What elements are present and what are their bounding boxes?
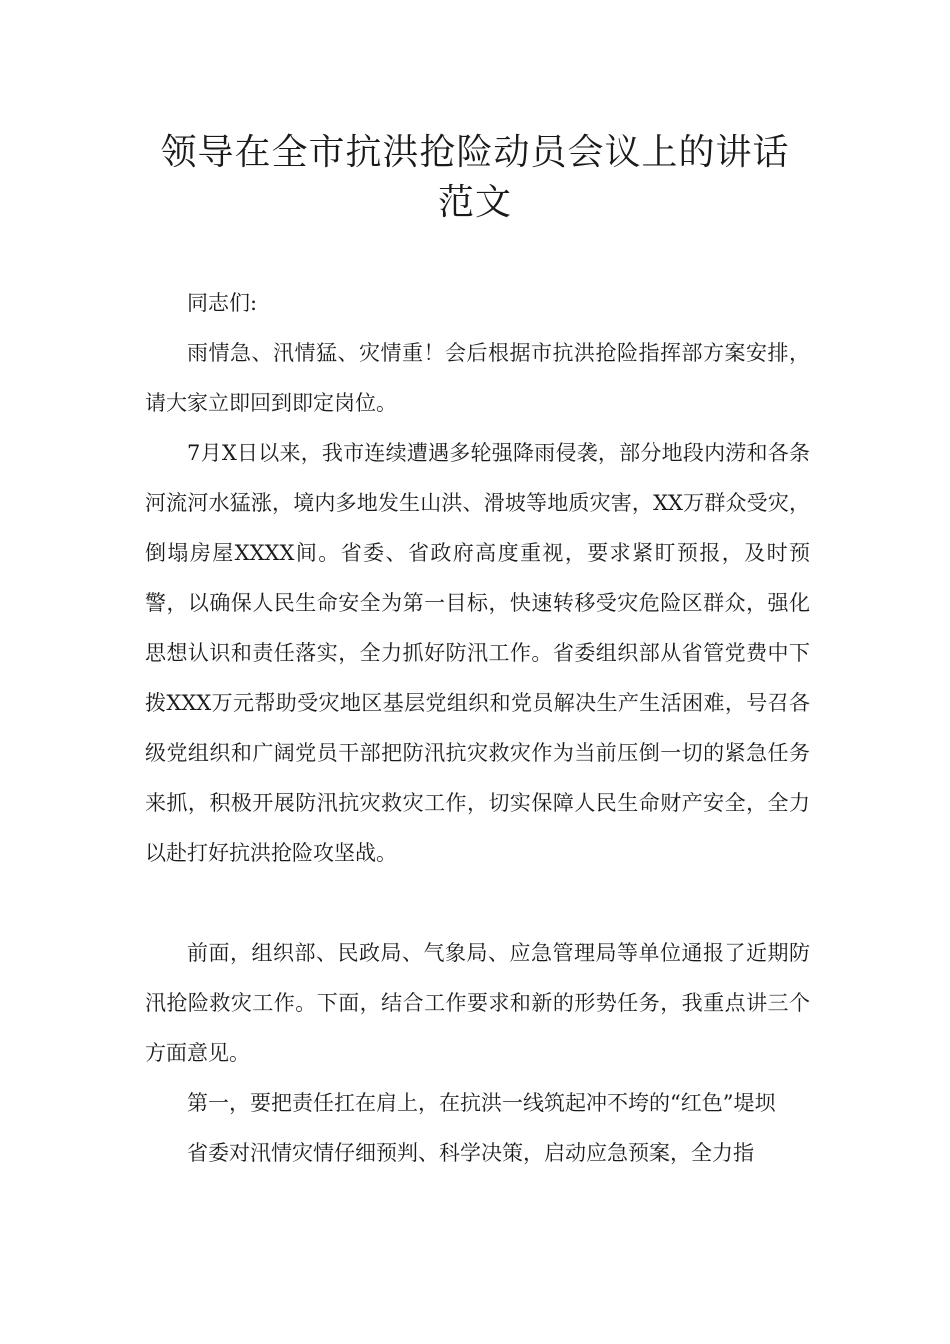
title-line-2: 范文	[437, 182, 512, 223]
paragraph-situation: 7月X日以来，我市连续遭遇多轮强降雨侵袭，部分地段内涝和各条河流河水猛涨，境内多地发生山洪、滑坡等地质灾害，XX万群众受灾，倒塌房屋XXXX间。省委、省政府高度重视，要求紧盯预报，及时预警，以确保人民生命安全为第一目标，快速转移受灾危险区群众，强化思想认识和责任落实，全力抓好防汛工作。省委组织部从省管党费中下拨XXX万元帮助受灾地区基层党组织和党员解决生产生活困难，号召各级党组织和广阔党员干部把防汛抗灾救灾作为当前压倒一切的紧急任务来抓，积极开展防汛抗灾救灾工作，切实保障人民生命财产安全，全力以赴打好抗洪抢险攻坚战。	[145, 441, 810, 865]
salutation-block	[145, 278, 810, 328]
body-section-1	[145, 328, 810, 878]
document-title	[0, 128, 950, 228]
salutation: 同志们:	[187, 291, 258, 315]
body-section-2	[145, 928, 810, 1178]
paragraph-opening: 雨情急、汛情猛、灾情重！会后根据市抗洪抢险指挥部方案安排，请大家立即回到即定岗位。	[145, 341, 810, 415]
paragraph-continuation: 省委对汛情灾情仔细预判、科学决策，启动应急预案，全力指	[187, 1141, 754, 1165]
paragraph-heading-first: 第一，要把责任扛在肩上，在抗洪一线筑起冲不垮的“红色”堤坝	[187, 1091, 776, 1115]
paragraph-outline: 前面，组织部、民政局、气象局、应急管理局等单位通报了近期防汛抢险救灾工作。下面，结合工作要求和新的形势任务，我重点讲三个方面意见。	[145, 941, 810, 1065]
title-line-1: 领导在全市抗洪抢险动员会议上的讲话	[160, 132, 790, 173]
